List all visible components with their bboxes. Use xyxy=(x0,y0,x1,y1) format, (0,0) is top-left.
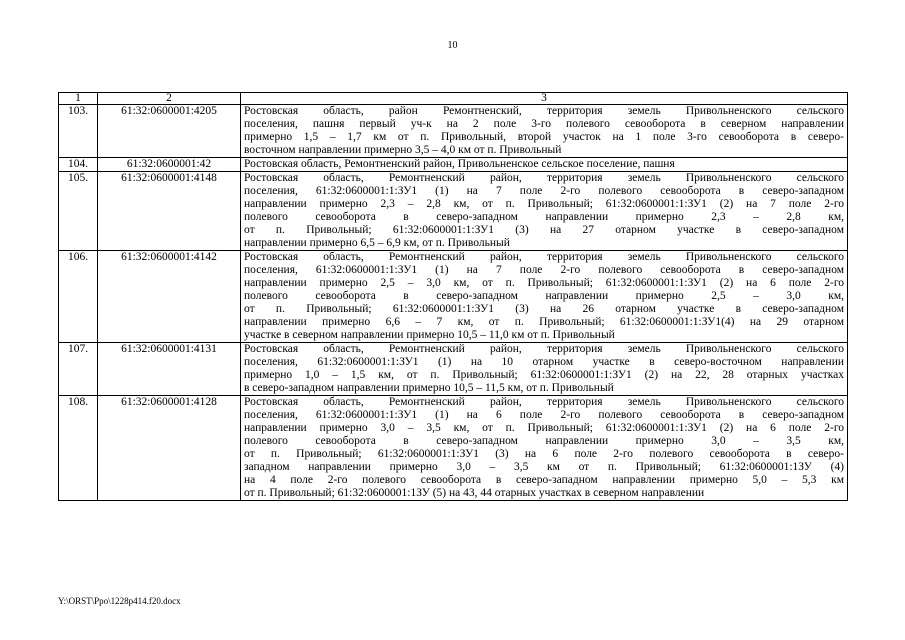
description-line: Ростовская область, Ремонтненский район, территория земель Привольненского сельского xyxy=(244,343,844,355)
page-number: 10 xyxy=(447,40,458,51)
description-line: направлении примерно 2,3 – 2,8 км, от п. Привольный; 61:32:0600001:1:ЗУ1 (2) на 7 поле 2-го xyxy=(244,198,844,210)
plot-location-description xyxy=(241,172,848,251)
description-line: Ростовская область, Ремонтненский район, территория земель Привольненского сельского xyxy=(244,251,844,263)
table-row xyxy=(59,396,848,501)
table-row xyxy=(59,158,848,172)
table-row xyxy=(59,172,848,251)
row-number: 107. xyxy=(59,343,98,396)
description-line: от п. Привольный; 61:32:0600001:1:ЗУ1 (3) на 26 отарном участке в северо-западном xyxy=(244,303,844,315)
description-line: Ростовская область, Ремонтненский район, территория земель Привольненского сельского xyxy=(244,172,844,184)
description-line: полевого севооборота в северо-западном направлении примерно 2,5 – 3,0 км, xyxy=(244,290,844,302)
description-line: в северо-западном направлении примерно 10,5 – 11,5 км, от п. Привольный xyxy=(244,382,614,394)
table-header-row xyxy=(59,93,848,105)
description-line: Ростовская область, Ремонтненский район, Привольненское сельское поселение, пашня xyxy=(244,158,675,170)
description-line: полевого севооборота в северо-западном направлении примерно 3,0 – 3,5 км, xyxy=(244,435,844,447)
cadastral-number: 61:32:0600001:4142 xyxy=(98,251,241,343)
cadastral-number: 61:32:0600001:4128 xyxy=(98,396,241,501)
description-line: поселения, 61:32:0600001:1:ЗУ1 (1) на 7 поле 2-го полевого севооборота в северо-западном xyxy=(244,185,844,197)
cadastral-number: 61:32:0600001:4205 xyxy=(98,105,241,158)
description-line: от п. Привольный; 61:32:0600001:1ЗУ (5) на 43, 44 отарных участках в северном направлении xyxy=(244,487,705,499)
plot-location-description xyxy=(241,105,848,158)
column-header-1: 1 xyxy=(59,93,98,105)
table-row xyxy=(59,343,848,396)
description-line: поселения, 61:32:0600001:1:ЗУ1 (1) на 10 отарном участке в северо-восточном направлении xyxy=(244,356,844,368)
column-header-3: 3 xyxy=(241,93,848,105)
row-number: 104. xyxy=(59,158,98,172)
description-line: Ростовская область, Ремонтненский район, территория земель Привольненского сельского xyxy=(244,396,844,408)
description-line: направлении примерно 6,6 – 7 км, от п. Привольный; 61:32:0600001:1:ЗУ1(4) на 29 отарном xyxy=(244,316,844,328)
description-line: от п. Привольный; 61:32:0600001:1:ЗУ1 (3) на 6 поле 2-го полевого севооборота в северо- xyxy=(244,448,844,460)
row-number: 105. xyxy=(59,172,98,251)
description-line: от п. Привольный; 61:32:0600001:1:ЗУ1 (3) на 27 отарном участке в северо-западном xyxy=(244,224,844,236)
description-line: полевого севооборота в северо-западном направлении примерно 2,3 – 2,8 км, xyxy=(244,211,844,223)
column-header-2: 2 xyxy=(98,93,241,105)
plot-location-description xyxy=(241,343,848,396)
description-line: восточном направлении примерно 3,5 – 4,0 км от п. Привольный xyxy=(244,144,562,156)
description-line: западном направлении примерно 3,0 – 3,5 км от п. Привольный; 61:32:0600001:1ЗУ (4) xyxy=(244,461,844,473)
description-line: примерно 1,5 – 1,7 км от п. Привольный, второй участок на 1 поле 3-го севооборота в северо- xyxy=(244,131,844,143)
land-plots-table xyxy=(58,92,848,501)
description-line: направлении примерно 2,5 – 3,0 км, от п. Привольный; 61:32:0600001:1:ЗУ1 (2) на 6 поле 2-го xyxy=(244,277,844,289)
footer-file-path: Y:\ORST\Ppo\1228p414.f20.docx xyxy=(58,596,181,606)
plot-location-description xyxy=(241,158,848,172)
plot-location-description xyxy=(241,251,848,343)
row-number: 106. xyxy=(59,251,98,343)
plot-location-description xyxy=(241,396,848,501)
description-line: направлении примерно 3,0 – 3,5 км, от п. Привольный; 61:32:0600001:1:ЗУ1 (2) на 6 поле 2-го xyxy=(244,422,844,434)
description-line: поселения, 61:32:0600001:1:ЗУ1 (1) на 7 поле 2-го полевого севооборота в северо-западном xyxy=(244,264,844,276)
description-line: на 4 поле 2-го полевого севооборота в северо-западном направлении примерно 5,0 – 5,3 км xyxy=(244,474,844,486)
description-line: Ростовская область, район Ремонтненский, территория земель Привольненского сельского xyxy=(244,105,844,117)
description-line: поселения, 61:32:0600001:1:ЗУ1 (1) на 6 поле 2-го полевого севооборота в северо-западном xyxy=(244,409,844,421)
table-row xyxy=(59,105,848,158)
cadastral-number: 61:32:0600001:4148 xyxy=(98,172,241,251)
description-line: поселения, пашня первый уч-к на 2 поле 3-го полевого севооборота в северном направлении xyxy=(244,118,844,130)
description-line: примерно 1,0 – 1,5 км, от п. Привольный; 61:32:0600001:1:ЗУ1 (2) на 22, 28 отарных участках xyxy=(244,369,844,381)
cadastral-number: 61:32:0600001:4131 xyxy=(98,343,241,396)
cadastral-number: 61:32:0600001:42 xyxy=(98,158,241,172)
row-number: 103. xyxy=(59,105,98,158)
description-line: направлении примерно 6,5 – 6,9 км, от п. Привольный xyxy=(244,237,510,249)
row-number: 108. xyxy=(59,396,98,501)
description-line: участке в северном направлении примерно 10,5 – 11,0 км от п. Привольный xyxy=(244,329,615,341)
table-row xyxy=(59,251,848,343)
